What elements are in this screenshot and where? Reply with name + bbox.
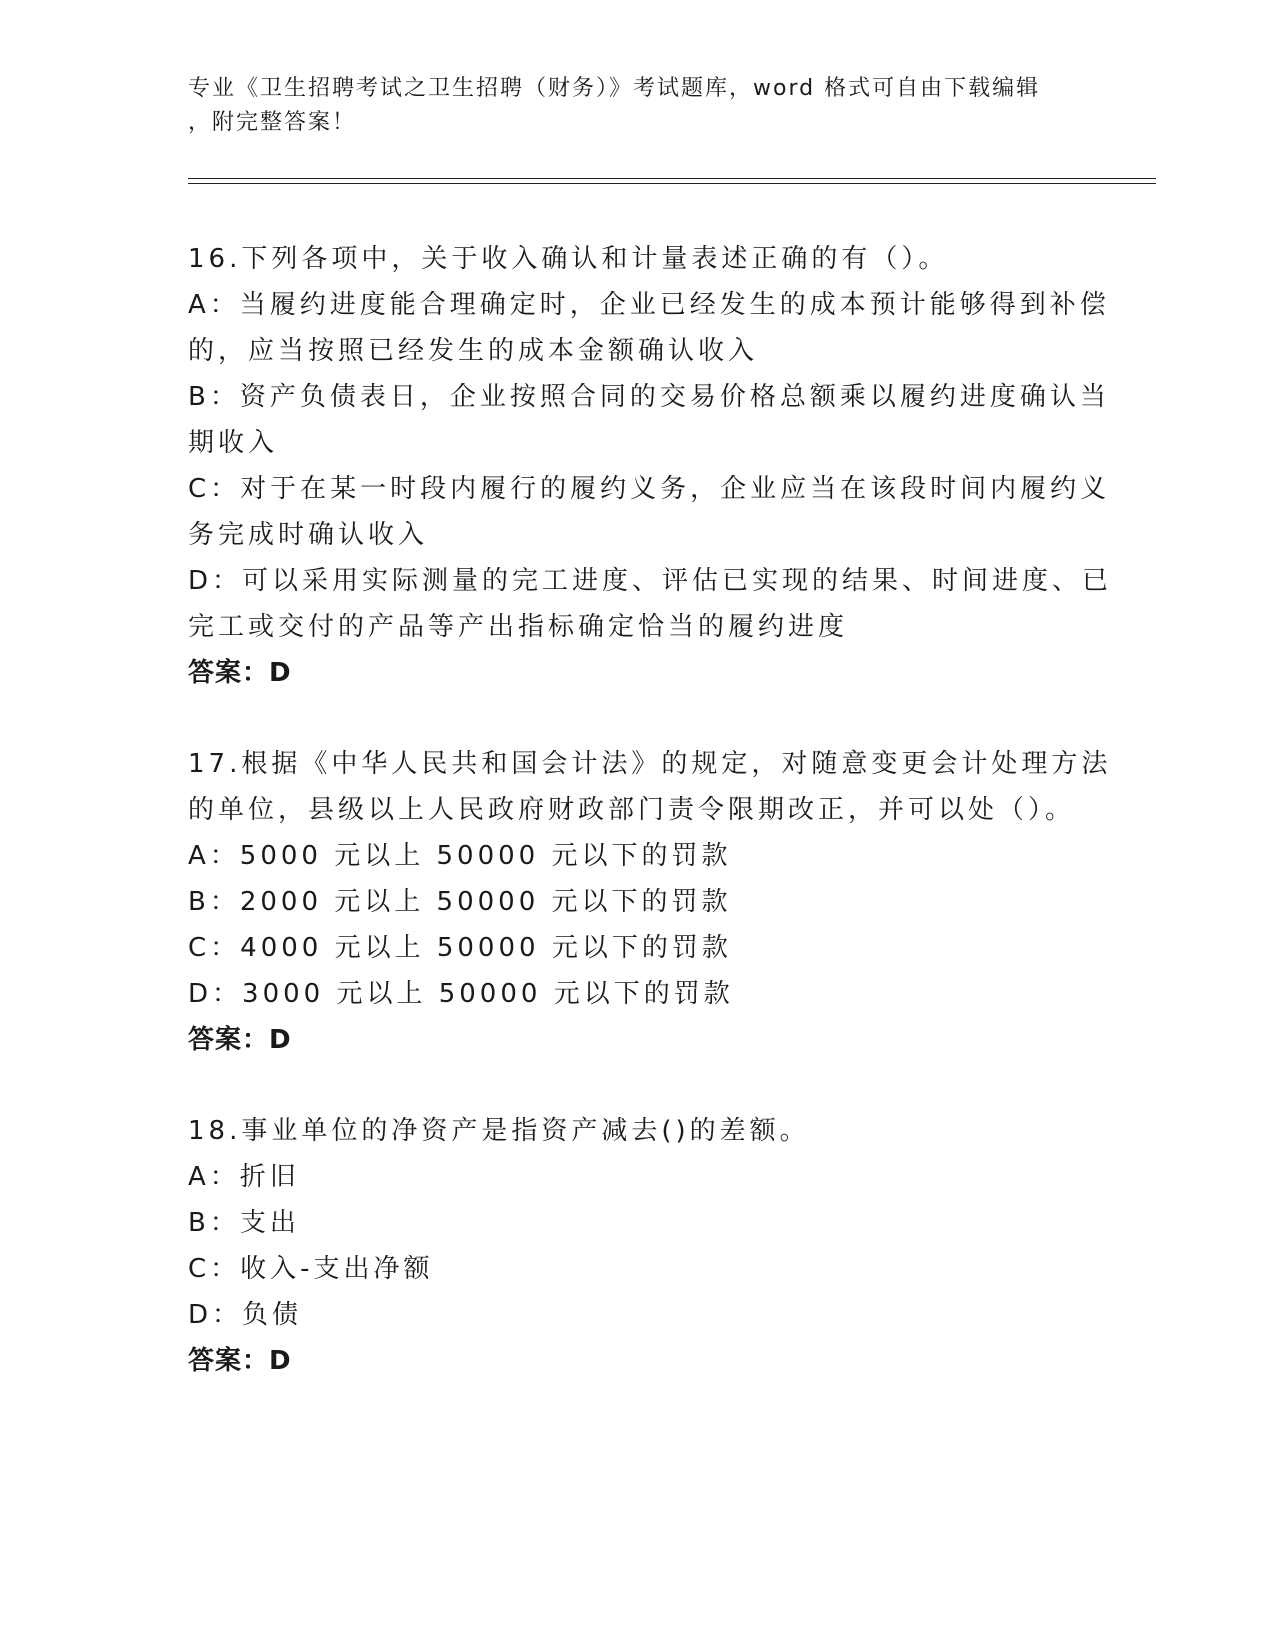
option-d: D：3000 元以上 50000 元以下的罚款 bbox=[188, 979, 734, 1009]
question-18 bbox=[188, 1108, 1088, 1384]
header-divider-bottom bbox=[188, 183, 1156, 184]
answer-label: 答案：D bbox=[188, 1025, 292, 1055]
option-c: C：4000 元以上 50000 元以下的罚款 bbox=[188, 933, 732, 963]
option-b: B：资产负债表日，企业按照合同的交易价格总额乘以履约进度确认当 bbox=[188, 382, 1110, 412]
question-stem: 17.根据《中华人民共和国会计法》的规定，对随意变更会计处理方法 bbox=[188, 749, 1112, 779]
question-list bbox=[188, 236, 1113, 1429]
document-header bbox=[188, 72, 1068, 140]
question-17 bbox=[188, 741, 1112, 1063]
answer-label: 答案：D bbox=[188, 1346, 292, 1376]
option-b-continued: 期收入 bbox=[188, 428, 279, 458]
header-line-1: 专业《卫生招聘考试之卫生招聘（财务）》考试题库，word 格式可自由下载编辑 bbox=[188, 76, 1041, 101]
option-c: C：对于在某一时段内履行的履约义务，企业应当在该段时间内履约义 bbox=[188, 474, 1111, 504]
option-a: A：当履约进度能合理确定时，企业已经发生的成本预计能够得到补偿 bbox=[188, 290, 1110, 320]
option-d: D：可以采用实际测量的完工进度、评估已实现的结果、时间进度、已 bbox=[188, 566, 1113, 596]
question-16 bbox=[188, 236, 1113, 696]
option-d: D：负债 bbox=[188, 1300, 303, 1330]
option-d-continued: 完工或交付的产品等产出指标确定恰当的履约进度 bbox=[188, 612, 849, 642]
question-stem: 16.下列各项中，关于收入确认和计量表述正确的有（）。 bbox=[188, 244, 949, 274]
option-c-continued: 务完成时确认收入 bbox=[188, 520, 429, 550]
option-a-continued: 的，应当按照已经发生的成本金额确认收入 bbox=[188, 336, 759, 366]
option-b: B：2000 元以上 50000 元以下的罚款 bbox=[188, 887, 732, 917]
option-b: B：支出 bbox=[188, 1208, 300, 1238]
question-stem: 18.事业单位的净资产是指资产减去()的差额。 bbox=[188, 1116, 810, 1146]
header-divider-top bbox=[188, 178, 1156, 179]
option-c: C：收入-支出净额 bbox=[188, 1254, 434, 1284]
header-line-2: ，附完整答案！ bbox=[188, 110, 357, 135]
option-a: A：折旧 bbox=[188, 1162, 300, 1192]
answer-label: 答案：D bbox=[188, 658, 292, 688]
option-a: A：5000 元以上 50000 元以下的罚款 bbox=[188, 841, 732, 871]
question-stem-continued: 的单位，县级以上人民政府财政部门责令限期改正，并可以处（）。 bbox=[188, 795, 1076, 825]
